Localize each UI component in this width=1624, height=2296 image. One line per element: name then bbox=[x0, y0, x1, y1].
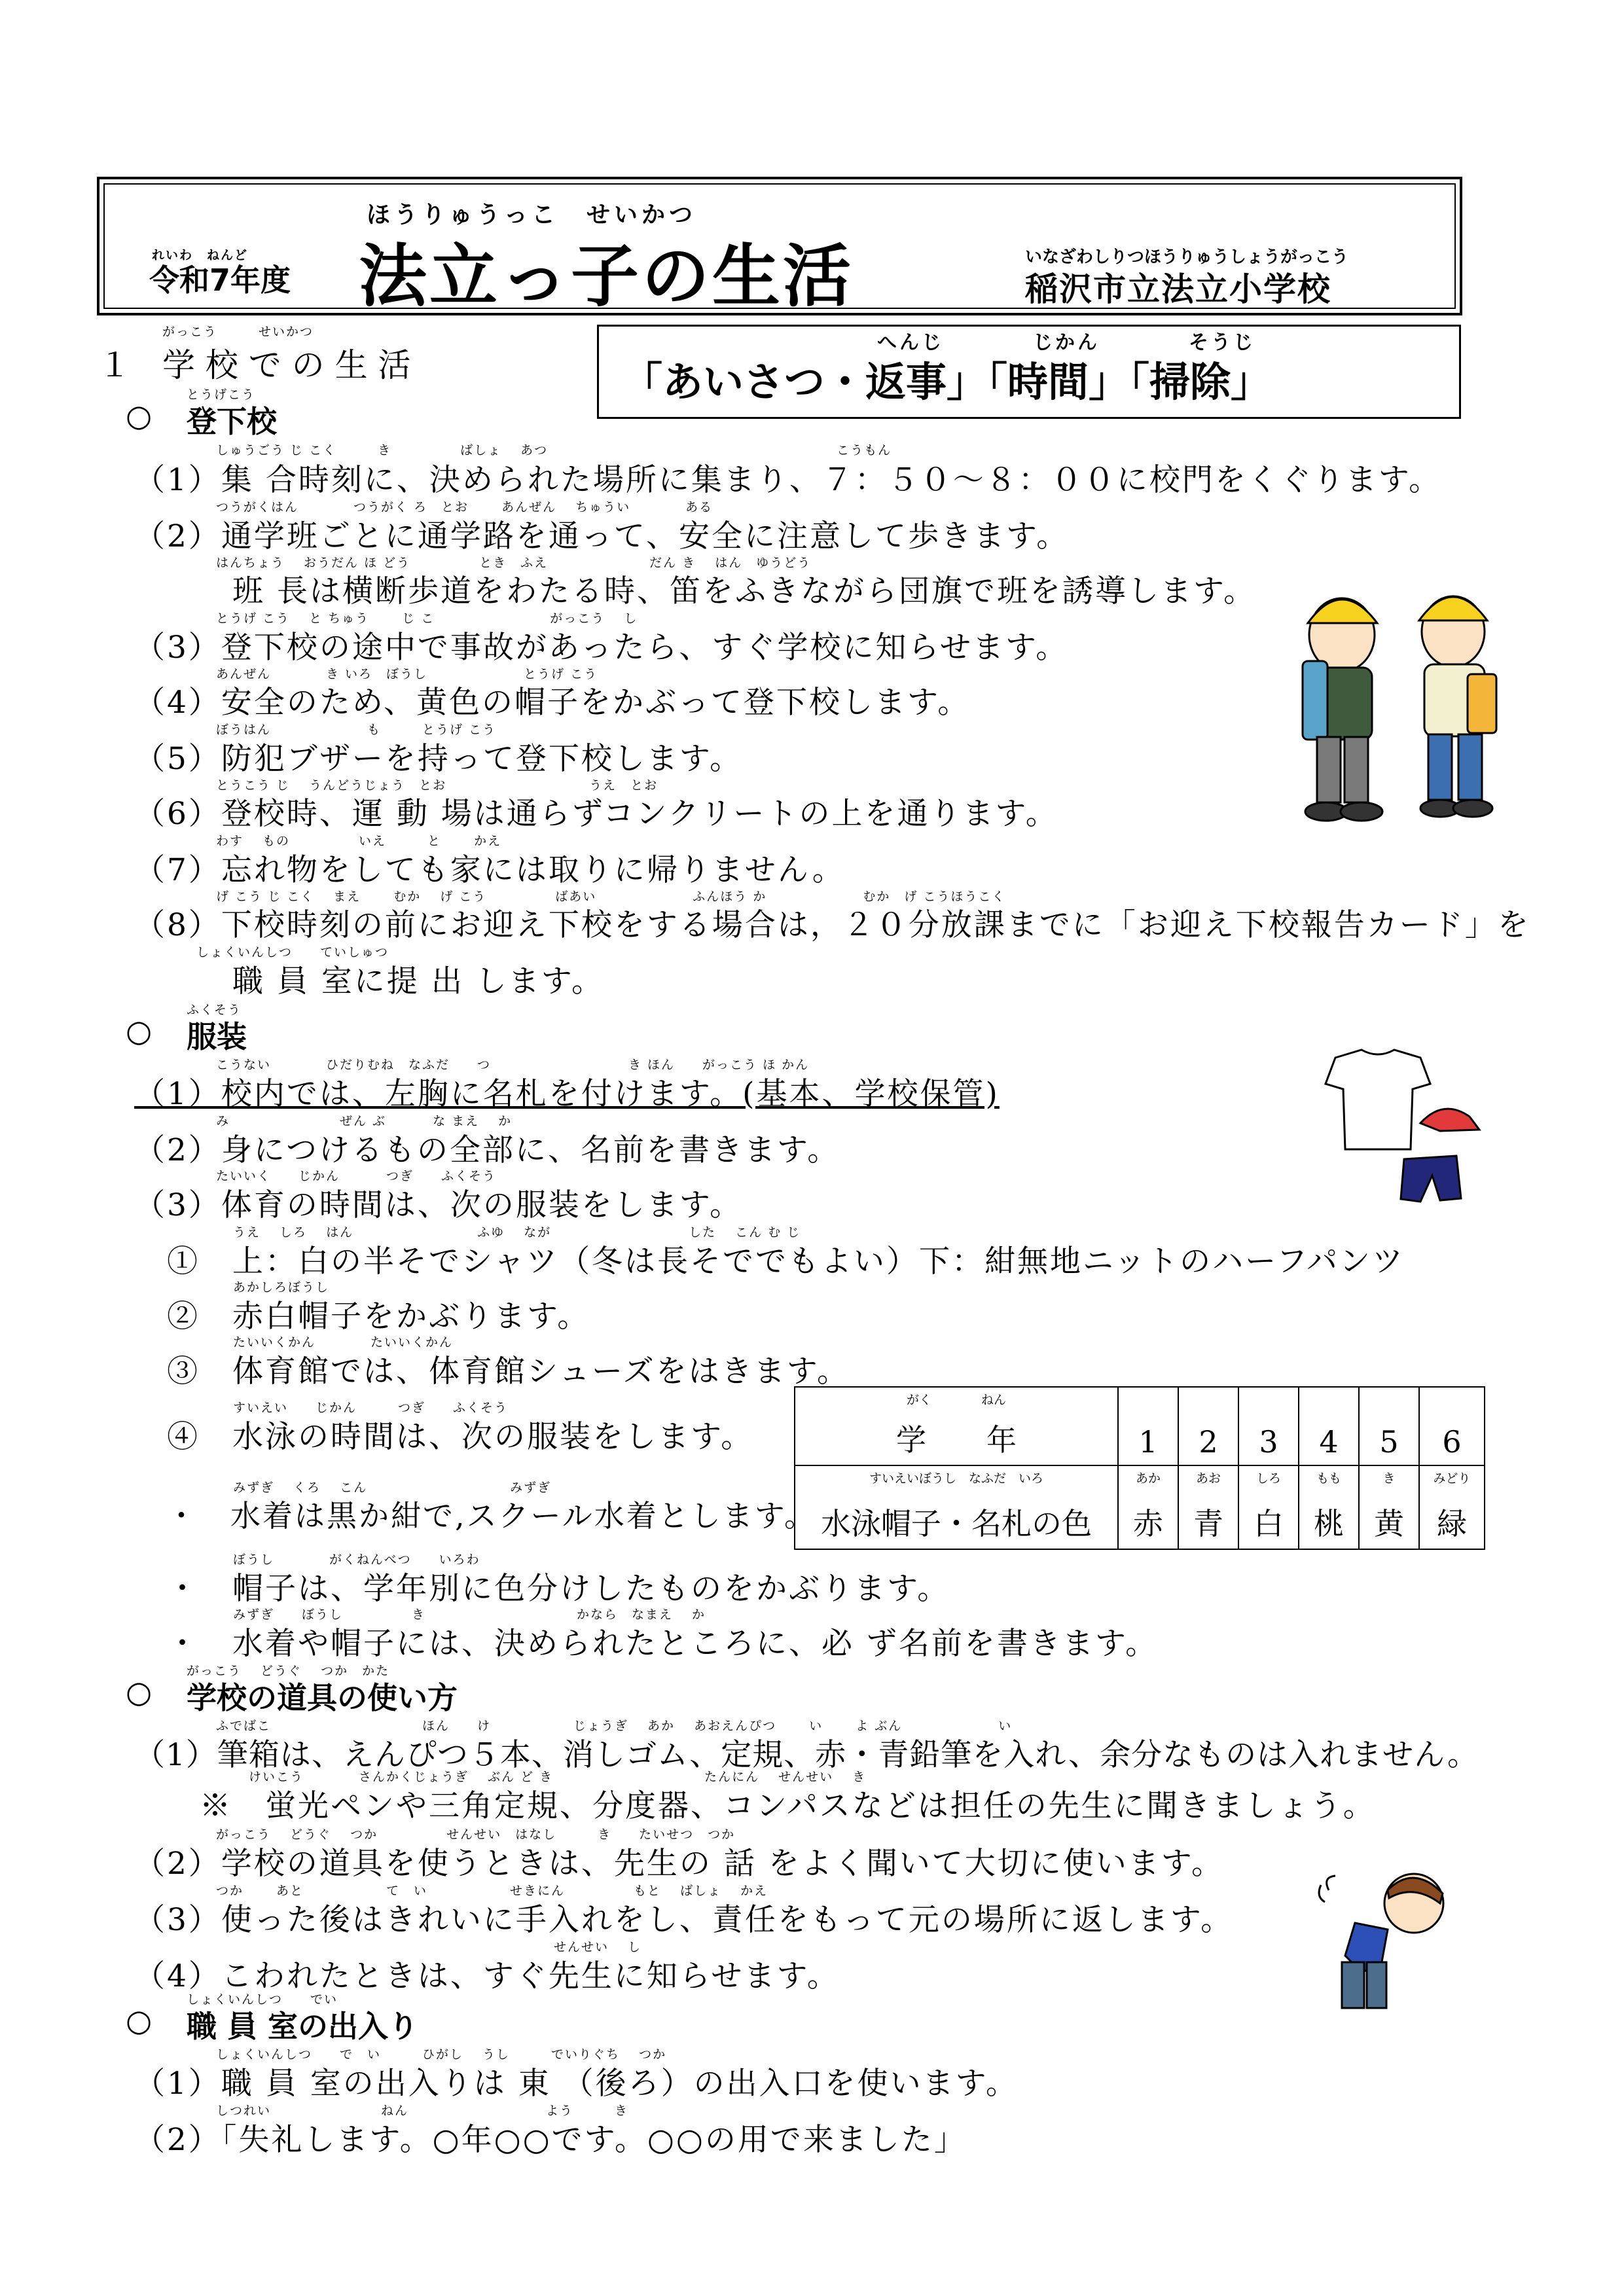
clothing-item: （1）校内では、左胸に名札を付けます。(基本、学校保管) bbox=[134, 1076, 1000, 1112]
color-value: 青 bbox=[1193, 1506, 1223, 1541]
commute-item-ruby: とうこう じ うんどうじょう とお うえ とお bbox=[216, 778, 659, 793]
grade-number: 2 bbox=[1199, 1424, 1218, 1460]
era-label: 令和7年度 bbox=[149, 262, 291, 298]
clothing-item-ruby: みずぎ ぼうし き かなら なまえ か bbox=[233, 1607, 706, 1622]
tools-item: （1）筆箱は、えんぴつ５本、消しゴム、定規、赤・青鉛筆を入れ、余分なものは入れません。 bbox=[134, 1737, 1479, 1773]
color-value: 黄 bbox=[1374, 1506, 1404, 1541]
color-ruby: き bbox=[1382, 1471, 1396, 1486]
commute-item: （1）集 合時刻に、決められた場所に集まり、７：５０～８：００に校門をくぐります。 bbox=[134, 462, 1442, 498]
commute-heading: 登下校 bbox=[187, 404, 277, 439]
page-title: 法立っ子の生活 bbox=[359, 236, 854, 316]
school-ruby: いなざわしりつほうりゅうしょうがっこう bbox=[1025, 247, 1349, 267]
tools-heading: 学校の道具の使い方 bbox=[187, 1680, 458, 1715]
commute-item-ruby: げ こう じ こく まえ むか げ こう ばあい ふんほう か むか げ こうほうこく bbox=[216, 889, 1006, 904]
staffroom-item: （1）職 員 室の出入りは 東 （後ろ）の出入口を使います。 bbox=[134, 2066, 1019, 2102]
tools-item-ruby: つか あと て い せきにん もと ばしょ かえ bbox=[216, 1884, 768, 1898]
clothing-item-ruby: こうない ひだりむね なふだ つ き ほん がっこう ほ かん bbox=[216, 1058, 810, 1072]
slogan: 「あいさつ・返事」「時間」「掃除」 bbox=[622, 358, 1272, 406]
clothing-item: ① 上：白の半そでシャツ（冬は長そででもよい）下：紺無地ニットのハーフパンツ bbox=[134, 1244, 1405, 1280]
tools-item: （3）使った後はきれいに手入れをし、責任をもって元の場所に返します。 bbox=[134, 1902, 1234, 1938]
color-ruby: しろ bbox=[1255, 1471, 1281, 1486]
clothing-item-ruby: すいえい じかん つぎ ふくそう bbox=[233, 1401, 509, 1415]
clothing-item-ruby: たいいく じかん つぎ ふくそう bbox=[216, 1169, 497, 1183]
table-header-row bbox=[795, 1387, 1485, 1465]
staffroom-item: （2）「失礼します。○年○○です。○○の用で来ました」 bbox=[134, 2122, 967, 2158]
commute-item: （2）通学班ごとに通学路を通って、安全に注意して歩きます。 bbox=[134, 518, 1070, 554]
color-value: 白 bbox=[1254, 1506, 1284, 1541]
grade-cell bbox=[1238, 1387, 1299, 1465]
slogan-ruby: へんじ じかん そうじ bbox=[877, 331, 1255, 354]
tools-item-ruby: ふでばこ ほん け じょうぎ あか あおえんぴつ い よ ぶん い bbox=[216, 1719, 1013, 1733]
clothing-item-ruby: ぼうし がくねんべつ いろわ bbox=[233, 1552, 480, 1567]
commute-item-ruby: つうがくはん つうがく ろ とお あんぜん ちゅうい ある bbox=[216, 500, 713, 514]
grade-number: 1 bbox=[1138, 1424, 1158, 1460]
swim-cap-color-table bbox=[794, 1386, 1485, 1550]
color-ruby: もも bbox=[1316, 1471, 1341, 1486]
commute-item-ruby: しゅうごう じ こく き ばしょ あつ こうもん bbox=[216, 443, 892, 457]
clothing-item: （3）体育の時間は、次の服装をします。 bbox=[134, 1187, 743, 1223]
era-ruby: れいわ ねんど bbox=[152, 248, 249, 262]
tools-item: ※ 蛍光ペンや三角定規、分度器、コンパスなどは担任の先生に聞きましょう。 bbox=[134, 1788, 1376, 1824]
color-cell bbox=[1299, 1465, 1359, 1549]
commute-heading-ruby: とうげこう bbox=[187, 387, 256, 402]
color-ruby: あお bbox=[1195, 1471, 1221, 1486]
commute-item-ruby: とうげ こう と ちゅう じ こ がっこう し bbox=[216, 611, 638, 626]
table-color-row bbox=[795, 1465, 1485, 1549]
commute-item: （5）防犯ブザーを持って登下校します。 bbox=[134, 741, 743, 777]
clothing-item-ruby: あかしろぼうし bbox=[233, 1280, 330, 1295]
bowing-student-illustration bbox=[1316, 1857, 1460, 2015]
commute-item-ruby: しょくいんしつ ていしゅつ bbox=[196, 945, 389, 960]
section-heading-ruby: がっこう せいかつ bbox=[162, 325, 314, 339]
grade-cell bbox=[1419, 1387, 1485, 1465]
clothing-item-ruby: たいいくかん たいいくかん bbox=[233, 1335, 454, 1350]
color-ruby: あか bbox=[1135, 1471, 1161, 1486]
tools-item: （2）学校の道具を使うときは、先生の 話 をよく聞いて大切に使います。 bbox=[134, 1846, 1225, 1882]
grade-cell bbox=[1118, 1387, 1178, 1465]
color-value: 赤 bbox=[1133, 1506, 1163, 1541]
grade-ruby: がく ねん bbox=[906, 1393, 1006, 1407]
tools-item-ruby: けいこう さんかくじょうぎ ぶん ど き たんにん せんせい き bbox=[249, 1770, 867, 1784]
staffroom-heading-ruby: しょくいんしつ でい bbox=[187, 1992, 338, 2007]
commute-item: （8）下校時刻の前にお迎え下校をする場合は，２０分放課までに「お迎え下校報告カード」を bbox=[134, 907, 1530, 943]
clothing-item: ・ 水着や帽子には、決められたところに、必 ず名前を書きます。 bbox=[134, 1626, 1159, 1662]
commute-item-ruby: ぼうはん も とうげ こう bbox=[216, 723, 497, 737]
gym-uniform-illustration bbox=[1316, 1045, 1486, 1208]
tools-bullet: ○ bbox=[126, 1674, 153, 1710]
color-cell bbox=[1238, 1465, 1299, 1549]
section-heading: 学 校 で の 生 活 bbox=[162, 346, 411, 384]
clothing-item-ruby: みずぎ くろ こん みずぎ bbox=[233, 1480, 552, 1495]
students-walking-illustration bbox=[1257, 563, 1532, 838]
school-name: 稲沢市立法立小学校 bbox=[1025, 270, 1331, 308]
commute-item-ruby: わす もの いえ と かえ bbox=[216, 834, 502, 848]
commute-bullet: ○ bbox=[126, 398, 153, 433]
grade-number: 5 bbox=[1379, 1424, 1399, 1460]
section-number: １ bbox=[98, 346, 131, 384]
clothing-item: ② 赤白帽子をかぶります。 bbox=[134, 1299, 590, 1335]
commute-item: 職 員 室に提 出 します。 bbox=[134, 963, 604, 999]
clothing-item-ruby: うえ しろ はん ふゆ なが した こん む じ bbox=[233, 1225, 801, 1240]
clothing-heading: 服装 bbox=[187, 1019, 247, 1054]
clothing-item: ・ 帽子は、学年別に色分けしたものをかぶります。 bbox=[134, 1571, 950, 1607]
grade-cell bbox=[1359, 1387, 1419, 1465]
color-label-cell bbox=[795, 1465, 1118, 1549]
color-cell bbox=[1419, 1465, 1485, 1549]
commute-item-ruby: はんちょう おうだん ほ どう とき ふえ だん き はん ゆうどう bbox=[216, 556, 812, 570]
color-label-ruby: すいえいぼうし なふだ いろ bbox=[869, 1471, 1043, 1486]
tools-item: （4）こわれたときは、すぐ先生に知らせます。 bbox=[134, 1958, 840, 1994]
tools-heading-ruby: がっこう どうぐ つか かた bbox=[187, 1664, 390, 1678]
commute-item-ruby: あんぜん き いろ ぼうし とうげ こう bbox=[216, 667, 598, 681]
color-value: 桃 bbox=[1314, 1506, 1344, 1541]
color-cell bbox=[1118, 1465, 1178, 1549]
color-cell bbox=[1178, 1465, 1238, 1549]
commute-item: （7）忘れ物をしても家には取りに帰りません。 bbox=[134, 852, 845, 888]
grade-number: 3 bbox=[1259, 1424, 1278, 1460]
clothing-item-ruby: み ぜん ぶ な まえ か bbox=[216, 1114, 513, 1128]
grade-cell bbox=[1178, 1387, 1238, 1465]
color-ruby: みどり bbox=[1433, 1471, 1471, 1486]
clothing-heading-ruby: ふくそう bbox=[187, 1003, 242, 1017]
commute-item: （6）登校時、運 動 場は通らずコンクリートの上を通ります。 bbox=[134, 796, 1058, 832]
staffroom-item-ruby: しつれい ねん よう き bbox=[216, 2104, 629, 2118]
staffroom-heading: 職 員 室の出入り bbox=[187, 2009, 419, 2044]
color-value: 緑 bbox=[1437, 1506, 1467, 1541]
clothing-item: ・ 水着は黒か紺で,スクール水着とします。 bbox=[134, 1498, 817, 1534]
title-ruby: ほうりゅうっこ せいかつ bbox=[367, 202, 697, 228]
commute-item: 班 長は横断歩道をわたる時、笛をふきながら団旗で班を誘導します。 bbox=[134, 573, 1257, 609]
commute-item: （4）安全のため、黄色の帽子をかぶって登下校します。 bbox=[134, 685, 971, 721]
table-header-cell bbox=[795, 1387, 1118, 1465]
grade-number: 4 bbox=[1319, 1424, 1339, 1460]
grade-number: 6 bbox=[1442, 1424, 1462, 1460]
grade-cell bbox=[1299, 1387, 1359, 1465]
color-cell bbox=[1359, 1465, 1419, 1549]
clothing-bullet: ○ bbox=[126, 1013, 153, 1049]
tools-item-ruby: せんせい し bbox=[554, 1940, 642, 1954]
tools-item-ruby: がっこう どうぐ つか せんせい はなし き たいせつ つか bbox=[216, 1827, 736, 1842]
staffroom-item-ruby: しょくいんしつ で い ひがし うし でいりぐち つか bbox=[216, 2047, 667, 2062]
grade-label: 学 年 bbox=[896, 1422, 1017, 1458]
color-label: 水泳帽子・名札の色 bbox=[821, 1506, 1092, 1541]
clothing-item: （2）身につけるもの全部に、名前を書きます。 bbox=[134, 1132, 840, 1168]
clothing-item: ③ 体育館では、体育館シューズをはきます。 bbox=[134, 1354, 850, 1390]
commute-item: （3）登下校の途中で事故があったら、すぐ学校に知らせます。 bbox=[134, 630, 1069, 666]
staffroom-bullet: ○ bbox=[126, 2003, 153, 2038]
clothing-item: ④ 水泳の時間は、次の服装をします。 bbox=[134, 1419, 754, 1455]
